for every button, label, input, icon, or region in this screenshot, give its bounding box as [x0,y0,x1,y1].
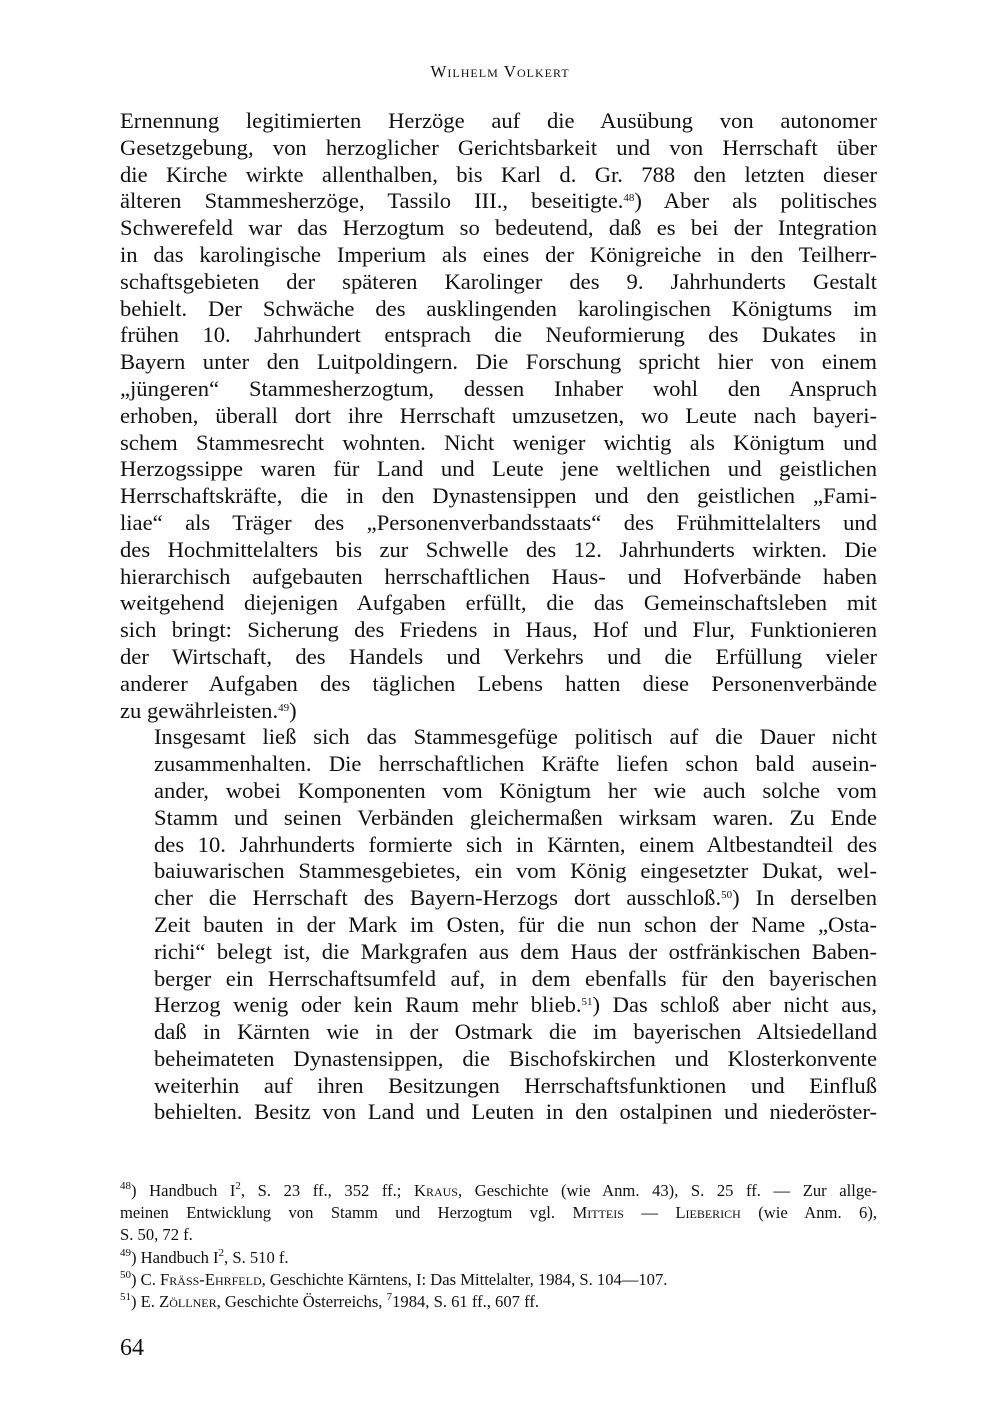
text-line: beheimateten Dynastensippen, die Bischofskirchen und Klosterkonvente [154,1045,877,1071]
footnote-mark: 48 [120,1180,131,1192]
text-segment: älteren Stammesherzöge, Tassilo III., beseitigte. [120,188,624,214]
text-segment: ) Das schloß aber nicht aus, [592,992,877,1018]
text-line: schem Stammesrecht wohnten. Nicht weniger wichtig als Königtum und [120,429,877,455]
page-number: 64 [120,1335,144,1361]
text-line: in das karolingische Imperium als eines der Königreiche in den Teilherr- [120,241,877,267]
paragraph-1 [120,108,877,724]
edition-superscript: 2 [235,1180,241,1192]
author-name: Lieberich [675,1203,741,1223]
text-line: Ernennung legitimierten Herzöge auf die Ausübung von autonomer [120,108,877,133]
text-line: ander, wobei Komponenten vom Königtum her wie auch solche vom [154,777,877,803]
text-line: Herzogssippe waren für Land und Leute jene weltlichen und geistlichen [120,456,877,482]
footnote-text: , Geschichte (wie Anm. 43), S. 25 ff. — Zur allge- [457,1181,878,1200]
text-segment: zu gewährleisten. [120,697,279,723]
text-line [120,885,877,912]
text-segment: ) [289,697,297,723]
author-name: Kraus [413,1181,458,1200]
text-line: weitgehend diejenigen Aufgaben erfüllt, die das Gemeinschaftsleben mit [120,590,877,616]
text-line: zusammenhalten. Die herrschaftlichen Kräfte liefen schon bald ausein- [154,751,877,777]
footnote-text: , Geschichte Kärntens, I: Das Mittelalter, 1984, S. 104—107. [261,1269,668,1289]
text-line: Zeit bauten in der Mark im Osten, für die nun schon der Name „Osta- [154,911,877,937]
text-line: weiterhin auf ihren Besitzungen Herrschaftsfunktionen und Einfluß [154,1072,877,1098]
text-line: sich bringt: Sicherung des Friedens in Haus, Hof und Flur, Funktionieren [120,617,877,643]
author-name: Zöllner [159,1292,217,1312]
edition-superscript: 2 [218,1246,225,1259]
text-line: „jüngeren“ Stammesherzogtum, dessen Inhaber wohl den Anspruch [120,375,877,401]
footnote-text: ) E. [131,1292,160,1312]
text-segment: Herzog wenig oder kein Raum mehr blieb. [154,992,582,1018]
footnote-text: , Geschichte Österreichs, [216,1292,387,1312]
edition-superscript: 7 [386,1291,393,1304]
footnote-line [120,1202,877,1224]
text-segment: cher die Herrschaft des Bayern-Herzogs dort ausschloß. [154,885,722,911]
footnote-line [120,1269,877,1291]
text-line: behielt. Der Schwäche des ausklingenden karolingischen Königtums im [120,295,877,321]
text-line: Bayern unter den Luitpoldingern. Die Forschung spricht hier von einem [120,349,877,375]
footnote-line: S. 50, 72 f. [120,1225,193,1245]
text-line: des 10. Jahrhunderts formierte sich in Kärnten, einem Altbestandteil des [154,831,877,857]
footnotes [120,1180,877,1313]
running-head-author: Wilhelm Volkert [430,62,570,81]
footnote-49 [120,1247,877,1269]
text-line [120,992,877,1019]
text-line: anderer Aufgaben des täglichen Lebens hatten diese Personenverbände [120,670,877,696]
footnote-text: (wie Anm. 6), [740,1203,878,1223]
text-line: berger ein Herrschaftsumfeld auf, in dem ebenfalls für den bayerischen [154,965,877,991]
text-segment: ) In derselben [732,885,877,911]
footnote-50 [120,1269,877,1291]
text-line: Herrschaftskräfte, die in den Dynastensippen und den geistlichen „Fami- [120,483,877,509]
text-line [120,188,877,215]
text-line: behielten. Besitz von Land und Leuten in den ostalpinen und niederöster- [154,1099,877,1125]
text-line: liae“ als Träger des „Personenverbandsstaats“ des Frühmittelalters und [120,509,877,535]
footnote-text: ) Handbuch I [131,1247,219,1267]
footnote-mark: 50 [120,1268,131,1281]
footnote-text: , S. 23 ff., 352 ff.; [240,1181,414,1200]
footnote-mark: 51 [120,1291,131,1304]
text-line [120,698,877,725]
text-line: die Kirche wirkte allenthalben, bis Karl d. Gr. 788 den letzten dieser [120,161,877,187]
text-line: erhoben, überall dort ihre Herrschaft umzusetzen, wo Leute nach bayeri- [120,402,877,428]
footnote-text: , S. 510 f. [224,1247,289,1267]
footnote-text: ) Handbuch I [131,1181,236,1200]
body-text [120,108,877,1126]
footnote-line [120,1247,877,1269]
footnote-text: ) C. [131,1269,161,1289]
author-name: Mitteis [572,1203,624,1223]
text-line: baiuwarischen Stammesgebietes, ein vom König eingesetzter Dukat, wel- [154,858,877,884]
running-head [0,62,1000,82]
text-line: des Hochmittelalters bis zur Schwelle des 12. Jahrhunderts wirkten. Die [120,536,877,562]
text-line: hierarchisch aufgebauten herrschaftlichen Haus- und Hofverbände haben [120,563,877,589]
footnote-ref: 49 [278,701,290,714]
author-name: Fräss-Ehrfeld [160,1269,262,1289]
text-line: Schwerefeld war das Herzogtum so bedeutend, daß es bei der Integration [120,215,877,241]
footnote-line [120,1291,877,1313]
text-line: schaftsgebieten der späteren Karolinger des 9. Jahrhunderts Gestalt [120,268,877,294]
footnote-text: 1984, S. 61 ff., 607 ff. [392,1292,539,1312]
text-line: Insgesamt ließ sich das Stammesgefüge politisch auf die Dauer nicht [154,724,877,750]
footnote-text: — [623,1203,676,1223]
footnote-51 [120,1291,877,1313]
text-line: daß in Kärnten wie in der Ostmark die im bayerischen Altsiedelland [154,1019,877,1045]
footnote-48 [120,1180,877,1247]
text-line: der Wirtschaft, des Handels und Verkehrs und die Erfüllung vieler [120,643,877,669]
footnote-ref: 48 [623,192,635,205]
footnote-line [120,1180,877,1202]
text-line: Stamm und seinen Verbänden gleichermaßen wirksam waren. Zu Ende [154,804,877,830]
footnote-ref: 50 [721,889,733,902]
text-line: frühen 10. Jahrhundert entsprach die Neuformierung des Dukates in [120,322,877,348]
footnote-mark: 49 [120,1246,131,1259]
footnote-text: meinen Entwicklung von Stamm und Herzogtum vgl. [120,1203,573,1223]
text-segment: ) Aber als politisches [634,188,877,214]
text-line: richi“ belegt ist, die Markgrafen aus dem Haus der ostfränkischen Baben- [154,938,877,964]
text-line: Gesetzgebung, von herzoglicher Gerichtsbarkeit und von Herrschaft über [120,134,877,160]
paragraph-2 [120,724,877,1126]
footnote-ref: 51 [581,996,593,1009]
